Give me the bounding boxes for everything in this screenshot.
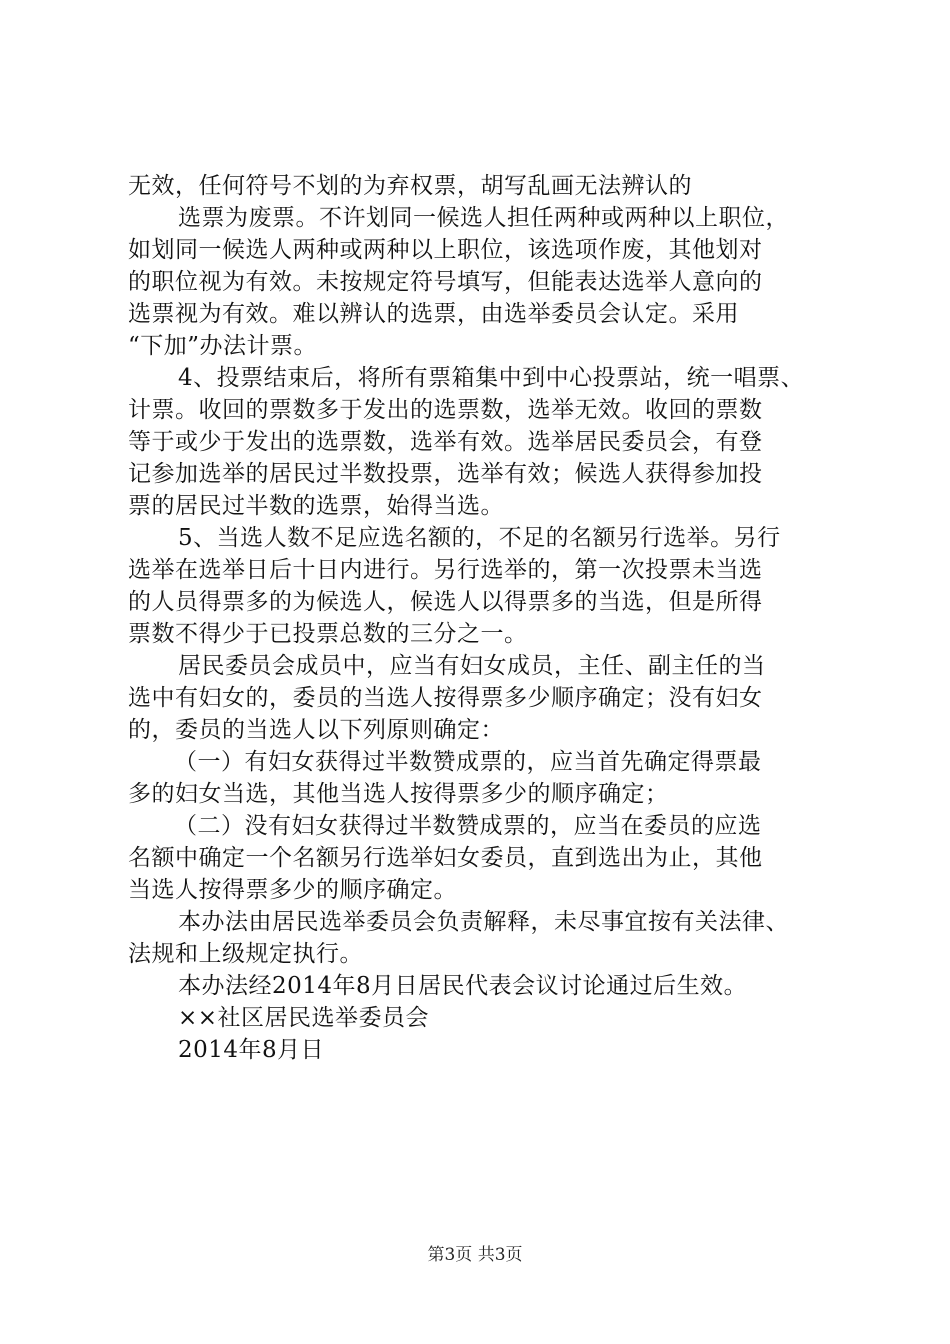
text-line: 名额中确定一个名额另行选举妇女委员，直到选出为止，其他 (128, 845, 763, 871)
text-line: 本办法经2014年8月日居民代表会议讨论通过后生效。 (178, 973, 748, 999)
text-line: 无效，任何符号不划的为弃权票，胡写乱画无法辨认的 (128, 173, 692, 199)
text-line: 选中有妇女的，委员的当选人按得票多少顺序确定；没有妇女 (128, 685, 763, 711)
text-line: 当选人按得票多少的顺序确定。 (128, 877, 457, 903)
text-line: 计票。收回的票数多于发出的选票数，选举无效。收回的票数 (128, 397, 763, 423)
text-line: 本办法由居民选举委员会负责解释，未尽事宜按有关法律、 (178, 909, 789, 935)
text-line: 票的居民过半数的选票，始得当选。 (128, 493, 504, 519)
text-line: 的，委员的当选人以下列原则确定： (128, 717, 504, 743)
text-line: 居民委员会成员中，应当有妇女成员，主任、副主任的当 (178, 653, 766, 679)
text-line: 法规和上级规定执行。 (128, 941, 363, 967)
text-line: 选票为废票。不许划同一候选人担任两种或两种以上职位， (178, 205, 789, 231)
text-line: 的职位视为有效。未按规定符号填写，但能表达选举人意向的 (128, 269, 763, 295)
text-line: 4、投票结束后，将所有票箱集中到中心投票站，统一唱票、 (178, 365, 805, 391)
text-line: 的人员得票多的为候选人，候选人以得票多的当选，但是所得 (128, 589, 763, 615)
text-line: 多的妇女当选，其他当选人按得票多少的顺序确定； (128, 781, 669, 807)
text-line: 如划同一候选人两种或两种以上职位，该选项作废，其他划对 (128, 237, 763, 263)
signature-date: 2014年8月日 (178, 1037, 325, 1063)
text-line: 票数不得少于已投票总数的三分之一。 (128, 621, 528, 647)
signature-organization: ××社区居民选举委员会 (178, 1005, 430, 1031)
text-line: “下加”办法计票。 (128, 333, 318, 359)
text-line: 等于或少于发出的选票数，选举有效。选举居民委员会，有登 (128, 429, 763, 455)
document-body (128, 170, 828, 1066)
page-number-footer: 第3页 共3页 (427, 1245, 523, 1265)
text-line: （一）有妇女获得过半数赞成票的，应当首先确定得票最 (174, 749, 762, 775)
text-line: 记参加选举的居民过半数投票，选举有效；候选人获得参加投 (128, 461, 763, 487)
text-line: 选票视为有效。难以辨认的选票，由选举委员会认定。采用 (128, 301, 739, 327)
text-line: （二）没有妇女获得过半数赞成票的，应当在委员的应选 (174, 813, 762, 839)
text-line: 选举在选举日后十日内进行。另行选举的，第一次投票未当选 (128, 557, 763, 583)
text-line: 5、当选人数不足应选名额的，不足的名额另行选举。另行 (178, 525, 781, 551)
